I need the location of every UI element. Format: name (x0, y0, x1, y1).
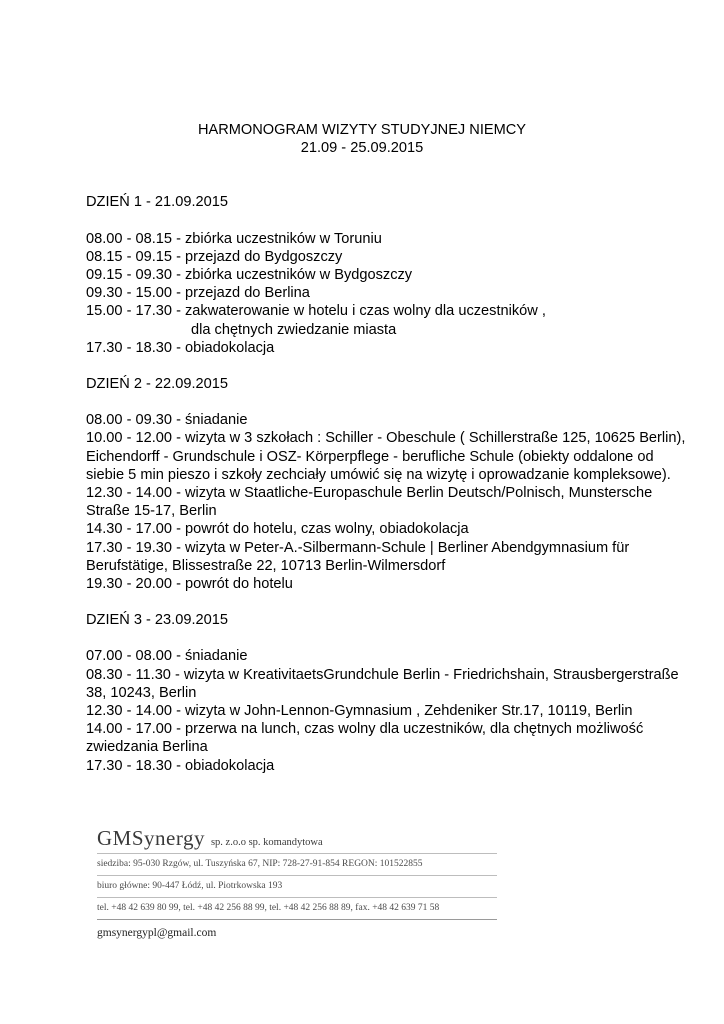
day-2-heading: DZIEŃ 2 - 22.09.2015 (86, 376, 228, 393)
day-2-schedule (86, 411, 686, 593)
document-date-range: 21.09 - 25.09.2015 (300, 140, 424, 157)
document-header (0, 121, 724, 157)
company-name: GMSynergy (97, 826, 205, 850)
document-body (86, 121, 686, 775)
document-title: HARMONOGRAM WIZYTY STUDYJNEJ NIEMCY (197, 122, 527, 138)
schedule-entry: 07.00 - 08.00 - śniadanie (86, 648, 248, 665)
schedule-entry: 09.30 - 15.00 - przejazd do Berlina (86, 285, 310, 302)
schedule-entry: 14.00 - 17.00 - przerwa na lunch, czas wolny dla uczestników, dla chętnych możliwość zwiedzania Berlina (86, 721, 644, 756)
company-email: gmsynergypl@gmail.com (97, 919, 497, 939)
company-footer (97, 826, 497, 939)
schedule-entry: 17.30 - 19.30 - wizyta w Peter-A.-Silbermann-Schule | Berliner Abendgymnasium für Berufstätige, Blissestraße 22, 10713 Berlin-Wilmersdorf (86, 539, 630, 574)
schedule-entry: 12.30 - 14.00 - wizyta w John-Lennon-Gymnasium , Zehdeniker Str.17, 10119, Berlin (86, 703, 633, 720)
company-legal-form: sp. z.o.o sp. komandytowa (210, 837, 323, 848)
schedule-entry: 12.30 - 14.00 - wizyta w Staatliche-Europaschule Berlin Deutsch/Polnisch, Munstersche Straße 15-17, Berlin (86, 485, 653, 520)
day-3-heading: DZIEŃ 3 - 23.09.2015 (86, 612, 228, 629)
company-logo (97, 826, 497, 851)
schedule-entry-continuation: dla chętnych zwiedzanie miasta (191, 321, 397, 338)
schedule-entry: 08.15 - 09.15 - przejazd do Bydgoszczy (86, 248, 343, 265)
schedule-entry: 08.30 - 11.30 - wizyta w KreativitaetsGrundchule Berlin - Friedrichshain, Strausbergerstraße 38, 10243, Berlin (86, 666, 679, 701)
company-address: siedziba: 95-030 Rzgów, ul. Tuszyńska 67, NIP: 728-27-91-854 REGON: 101522855 (97, 853, 497, 875)
day-1-heading: DZIEŃ 1 - 21.09.2015 (86, 194, 228, 211)
schedule-entry: 09.15 - 09.30 - zbiórka uczestników w Bydgoszczy (86, 267, 413, 284)
company-contact: tel. +48 42 639 80 99, tel. +48 42 256 88 99, tel. +48 42 256 88 89, fax. +48 42 639 71 58 (97, 897, 497, 919)
company-office: biuro główne: 90-447 Łódź, ul. Piotrkowska 193 (97, 875, 497, 897)
schedule-entry: 08.00 - 08.15 - zbiórka uczestników w Toruniu (86, 230, 382, 247)
schedule-entry: 08.00 - 09.30 - śniadanie (86, 412, 248, 429)
day-3-schedule (86, 647, 686, 774)
schedule-entry: 17.30 - 18.30 - obiadokolacja (86, 757, 275, 774)
schedule-entry: 15.00 - 17.30 - zakwaterowanie w hotelu i czas wolny dla uczestników , (86, 303, 546, 320)
schedule-entry: 19.30 - 20.00 - powrót do hotelu (86, 576, 293, 593)
day-1-schedule (86, 230, 686, 357)
schedule-entry: 17.30 - 18.30 - obiadokolacja (86, 339, 275, 356)
schedule-entry: 10.00 - 12.00 - wizyta w 3 szkołach : Schiller - Obeschule ( Schillerstraße 125, 10625 Berlin), Eichendorff - Grundschule i OSZ- Körperpflege - berufliche Schule (obiekty oddalone od siebie 5 min pieszo i szkoły zechciały umówić się na wizytę i oprowadzanie kompleksowe). (86, 430, 686, 483)
schedule-entry: 14.30 - 17.00 - powrót do hotelu, czas wolny, obiadokolacja (86, 521, 469, 538)
